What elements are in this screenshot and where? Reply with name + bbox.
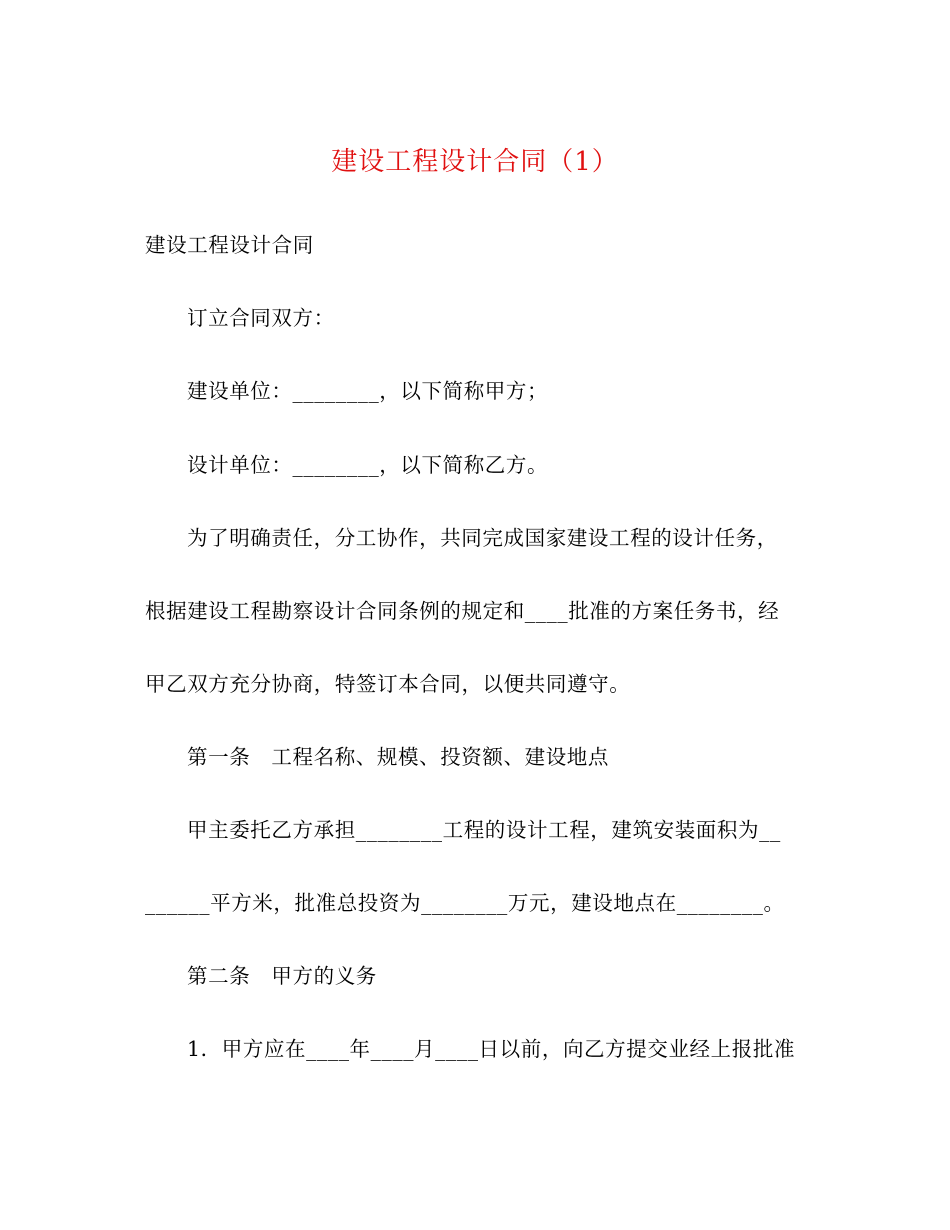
text-line: 根据建设工程勘察设计合同条例的规定和____批准的方案任务书，经 [145, 599, 780, 623]
text-line: 甲乙双方充分协商，特签订本合同，以便共同遵守。 [145, 672, 631, 696]
text-line: 订立合同双方： [187, 306, 335, 330]
text-line: 为了明确责任，分工协作，共同完成国家建设工程的设计任务， [187, 526, 778, 550]
text-line: 建设单位：________，以下简称甲方； [187, 379, 549, 403]
text-line: 设计单位：________，以下简称乙方。 [187, 453, 549, 477]
text-line: ______平方米，批准总投资为________万元，建设地点在________。 [145, 891, 785, 915]
section-heading: 第一条 工程名称、规模、投资额、建设地点 [187, 745, 609, 769]
section-heading: 第二条 甲方的义务 [187, 964, 377, 988]
subtitle-line: 建设工程设计合同 [145, 233, 314, 257]
document-title: 建设工程设计合同（1） [331, 147, 619, 177]
text-line: 甲主委托乙方承担________工程的设计工程，建筑安装面积为__ [187, 818, 781, 842]
text-line: 1．甲方应在____年____月____日以前，向乙方提交业经上报批准 [187, 1037, 796, 1061]
